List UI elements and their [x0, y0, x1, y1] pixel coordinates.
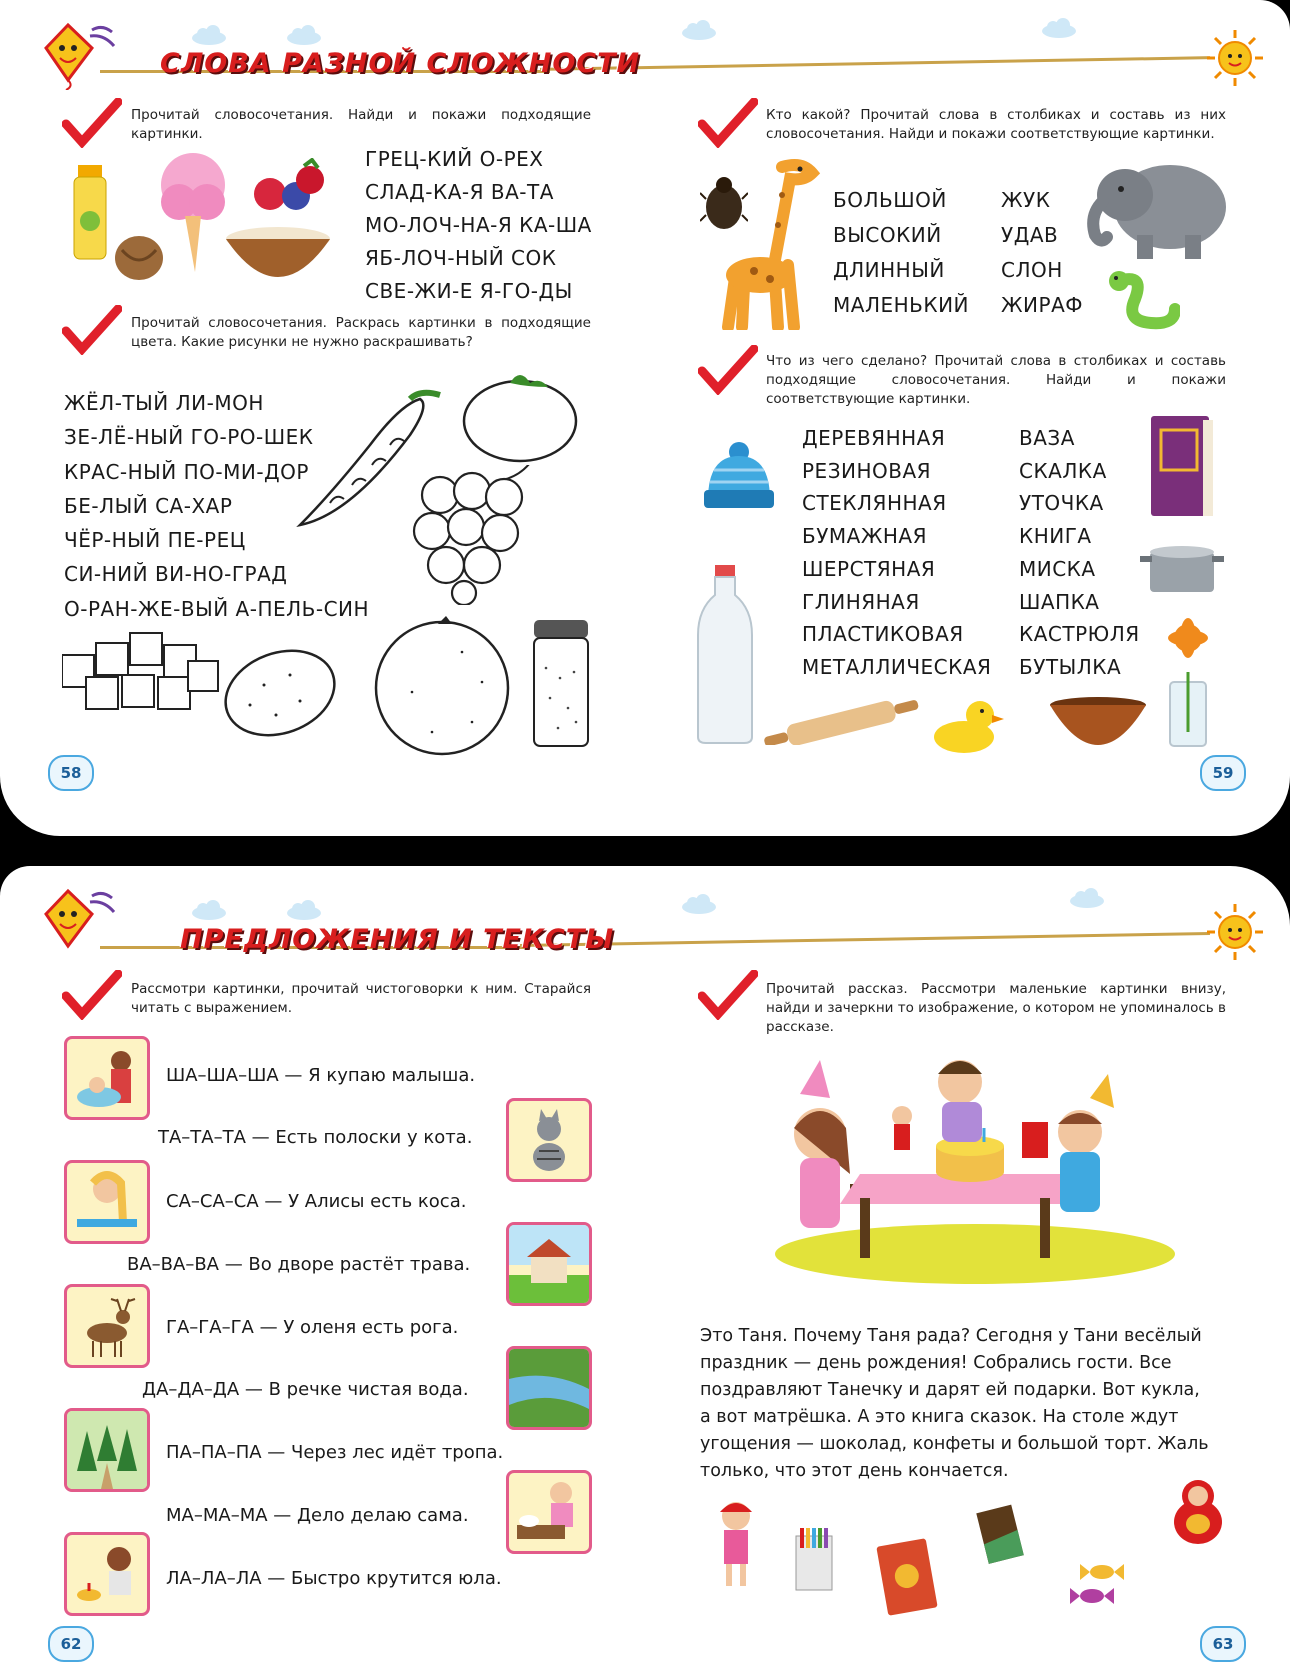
plastic-bottle-icon	[696, 565, 754, 745]
word: МАЛЕНЬКИЙ	[833, 293, 969, 317]
tongue-twister: СА–СА–СА — У Алисы есть коса.	[166, 1191, 467, 1212]
word: МЕТАЛЛИЧЕСКАЯ	[802, 654, 992, 679]
page-number: 62	[48, 1626, 94, 1662]
word: ШАПКА	[1019, 589, 1100, 614]
material-adjective-column	[802, 422, 991, 684]
task-instruction: Прочитай словосочетания. Найди и покажи подходящие картинки.	[131, 107, 591, 142]
sugar-cubes-outline-icon	[62, 625, 222, 715]
word-pair: СИ-НИЙ ВИ-НО-ГРАД	[64, 562, 288, 587]
checkmark-icon	[62, 305, 122, 355]
tongue-twister: ПА–ПА–ПА — Через лес идёт тропа.	[166, 1442, 504, 1463]
word-pair: ГРЕЦ-КИЙ О-РЕХ	[365, 147, 544, 171]
elephant-icon	[1085, 155, 1230, 260]
word: БОЛЬШОЙ	[833, 188, 947, 212]
pot-icon	[1140, 540, 1225, 595]
porridge-bowl-icon	[222, 225, 334, 290]
noun-column	[1001, 183, 1083, 323]
garland-rope	[520, 932, 1210, 947]
story-line: а вот матрёшка. А это книга сказок. На столе ждут	[700, 1407, 1179, 1427]
birthday-party-illustration	[760, 1054, 1180, 1284]
giraffe-icon	[704, 155, 829, 330]
task-instruction: Что из чего сделано? Прочитай слова в столбиках и составь подходящие словосочетания. Найди и покажи соответствующие картинки.	[766, 353, 1226, 407]
task-instruction: Кто какой? Прочитай слова в столбиках и составь из них словосочетания. Найди и покажи соответствующие картинки.	[766, 107, 1226, 142]
card-deer	[64, 1284, 150, 1368]
story-line: праздник — день рождения! Собрались гости. Все	[700, 1353, 1172, 1373]
word: БУТЫЛКА	[1019, 654, 1122, 679]
cloud-icon	[190, 25, 228, 45]
word: БУМАЖНАЯ	[802, 524, 928, 549]
tongue-twister: ТА–ТА–ТА — Есть полоски у кота.	[158, 1127, 473, 1148]
card-spinning-top	[64, 1532, 150, 1616]
glass-vase-icon	[1160, 612, 1225, 747]
kite-mascot-icon	[40, 20, 130, 90]
word-pair: О-РАН-ЖЕ-ВЫЙ А-ПЕЛЬ-СИН	[64, 596, 370, 621]
candies-icon[interactable]	[1062, 1554, 1142, 1614]
pepper-shaker-outline-icon	[530, 618, 592, 748]
chocolate-bar-icon[interactable]	[976, 1504, 1026, 1564]
word-pair: КРАС-НЫЙ ПО-МИ-ДОР	[64, 459, 309, 484]
cloud-icon	[1068, 888, 1106, 908]
word-pair: ЯБ-ЛОЧ-НЫЙ СОК	[365, 246, 557, 270]
story-line: угощения — шоколад, конфеты и большой торт. Жаль	[700, 1434, 1209, 1454]
rubber-duck-icon	[930, 695, 1005, 755]
word-pair: ЧЁР-НЫЙ ПЕ-РЕЦ	[64, 528, 246, 553]
cloud-icon	[285, 25, 323, 45]
checkmark-icon	[698, 98, 758, 148]
section-title: ПРЕДЛОЖЕНИЯ И ТЕКСТЫ	[180, 924, 615, 955]
word-pair: МО-ЛОЧ-НА-Я КА-ША	[365, 213, 592, 237]
word: ДЛИННЫЙ	[833, 258, 945, 282]
checkmark-icon	[698, 345, 758, 395]
tongue-twister: ША–ША–ША — Я купаю малыша.	[166, 1065, 476, 1086]
word: КНИГА	[1019, 524, 1092, 549]
word-list	[365, 143, 592, 308]
word: ДЕРЕВЯННАЯ	[802, 426, 946, 450]
object-noun-column	[1019, 422, 1140, 684]
word-pair: ЗЕ-ЛЁ-НЫЙ ГО-РО-ШЕК	[64, 425, 314, 450]
cloud-icon	[680, 20, 718, 40]
card-girl-cooking	[506, 1470, 592, 1554]
sun-icon	[1205, 28, 1265, 88]
tongue-twister: ЛА–ЛА–ЛА — Быстро крутится юла.	[166, 1568, 502, 1589]
page-number: 63	[1200, 1626, 1246, 1662]
word: ВЫСОКИЙ	[833, 223, 942, 247]
book-icon	[1145, 412, 1215, 522]
tomato-outline-icon	[460, 365, 580, 465]
adjective-column	[833, 183, 969, 323]
spread-pages-58-59	[0, 0, 1290, 836]
word: ВАЗА	[1019, 426, 1075, 450]
garland-rope	[540, 56, 1210, 71]
spread-pages-62-63	[0, 866, 1290, 1674]
word: ГЛИНЯНАЯ	[802, 589, 920, 614]
cloud-icon	[680, 894, 718, 914]
walnut-icon	[112, 230, 167, 285]
colored-pencils-icon[interactable]	[794, 1526, 834, 1592]
story-line: только, что этот день кончается.	[700, 1461, 1009, 1481]
word: УТОЧКА	[1019, 491, 1104, 516]
task-instruction: Прочитай словосочетания. Раскрась картинки в подходящие цвета. Какие рисунки не нужно раскрашивать?	[131, 315, 591, 350]
cloud-icon	[190, 900, 228, 920]
section-title: СЛОВА РАЗНОЙ СЛОЖНОСТИ	[160, 48, 641, 79]
page-number: 58	[48, 755, 94, 791]
tongue-twister: ВА–ВА–ВА — Во дворе растёт трава.	[127, 1254, 471, 1275]
orange-outline-icon	[372, 612, 512, 757]
task-instruction: Рассмотри картинки, прочитай чистоговорки к ним. Старайся читать с выражением.	[131, 981, 591, 1016]
word: ШЕРСТЯНАЯ	[802, 556, 936, 581]
sun-icon	[1205, 902, 1265, 962]
berries-icon	[248, 158, 333, 218]
clay-bowl-icon	[1048, 695, 1148, 747]
word: СКАЛКА	[1019, 458, 1107, 483]
word: КАСТРЮЛЯ	[1019, 622, 1140, 647]
page-number: 59	[1200, 755, 1246, 791]
card-forest-path	[64, 1408, 150, 1492]
word: МИСКА	[1019, 556, 1096, 581]
doll-icon[interactable]	[706, 1494, 766, 1594]
card-house-grass	[506, 1222, 592, 1306]
rolling-pin-icon	[762, 700, 922, 745]
word-pair: СЛАД-КА-Я ВА-ТА	[365, 180, 554, 204]
grapes-outline-icon	[410, 465, 550, 605]
word: ПЛАСТИКОВАЯ	[802, 622, 964, 647]
juice-bottle-icon	[70, 165, 110, 260]
task-instruction: Прочитай рассказ. Рассмотри маленькие картинки внизу, найди и зачеркни то изображение, о котором не упоминалось в рассказе.	[766, 981, 1226, 1035]
card-river	[506, 1346, 592, 1430]
story-text	[700, 1323, 1228, 1485]
lemon-outline-icon	[220, 645, 340, 740]
snake-icon	[1105, 265, 1180, 335]
word: УДАВ	[1001, 223, 1059, 247]
word-pair: БЕ-ЛЫЙ СА-ХАР	[64, 493, 233, 518]
story-line: Это Таня. Почему Таня рада? Сегодня у Тани весёлый	[700, 1326, 1202, 1346]
checkmark-icon	[62, 970, 122, 1020]
checkmark-icon	[62, 98, 122, 148]
card-girl-braid	[64, 1160, 150, 1244]
tongue-twister: ДА–ДА–ДА — В речке чистая вода.	[142, 1379, 469, 1400]
word: ЖУК	[1001, 188, 1051, 212]
word: ЖИРАФ	[1001, 293, 1083, 317]
word: РЕЗИНОВАЯ	[802, 458, 932, 483]
fairy-tale-book-icon[interactable]	[876, 1536, 938, 1618]
matryoshka-icon[interactable]	[1170, 1474, 1226, 1546]
card-striped-cat	[506, 1098, 592, 1182]
checkmark-icon	[698, 970, 758, 1020]
word-pair: СВЕ-ЖИ-Е Я-ГО-ДЫ	[365, 279, 573, 303]
word: СТЕКЛЯННАЯ	[802, 491, 947, 516]
card-bathing-baby	[64, 1036, 150, 1120]
word: СЛОН	[1001, 258, 1063, 282]
story-line: поздравляют Танечку и дарят ей подарки. Вот кукла,	[700, 1380, 1200, 1400]
word-pair: ЖЁЛ-ТЫЙ ЛИ-МОН	[64, 391, 264, 415]
tongue-twister: МА–МА–МА — Дело делаю сама.	[166, 1505, 469, 1526]
cloud-icon	[285, 900, 323, 920]
cloud-icon	[1040, 18, 1078, 38]
knit-hat-icon	[700, 440, 778, 510]
tongue-twister: ГА–ГА–ГА — У оленя есть рога.	[166, 1317, 459, 1338]
